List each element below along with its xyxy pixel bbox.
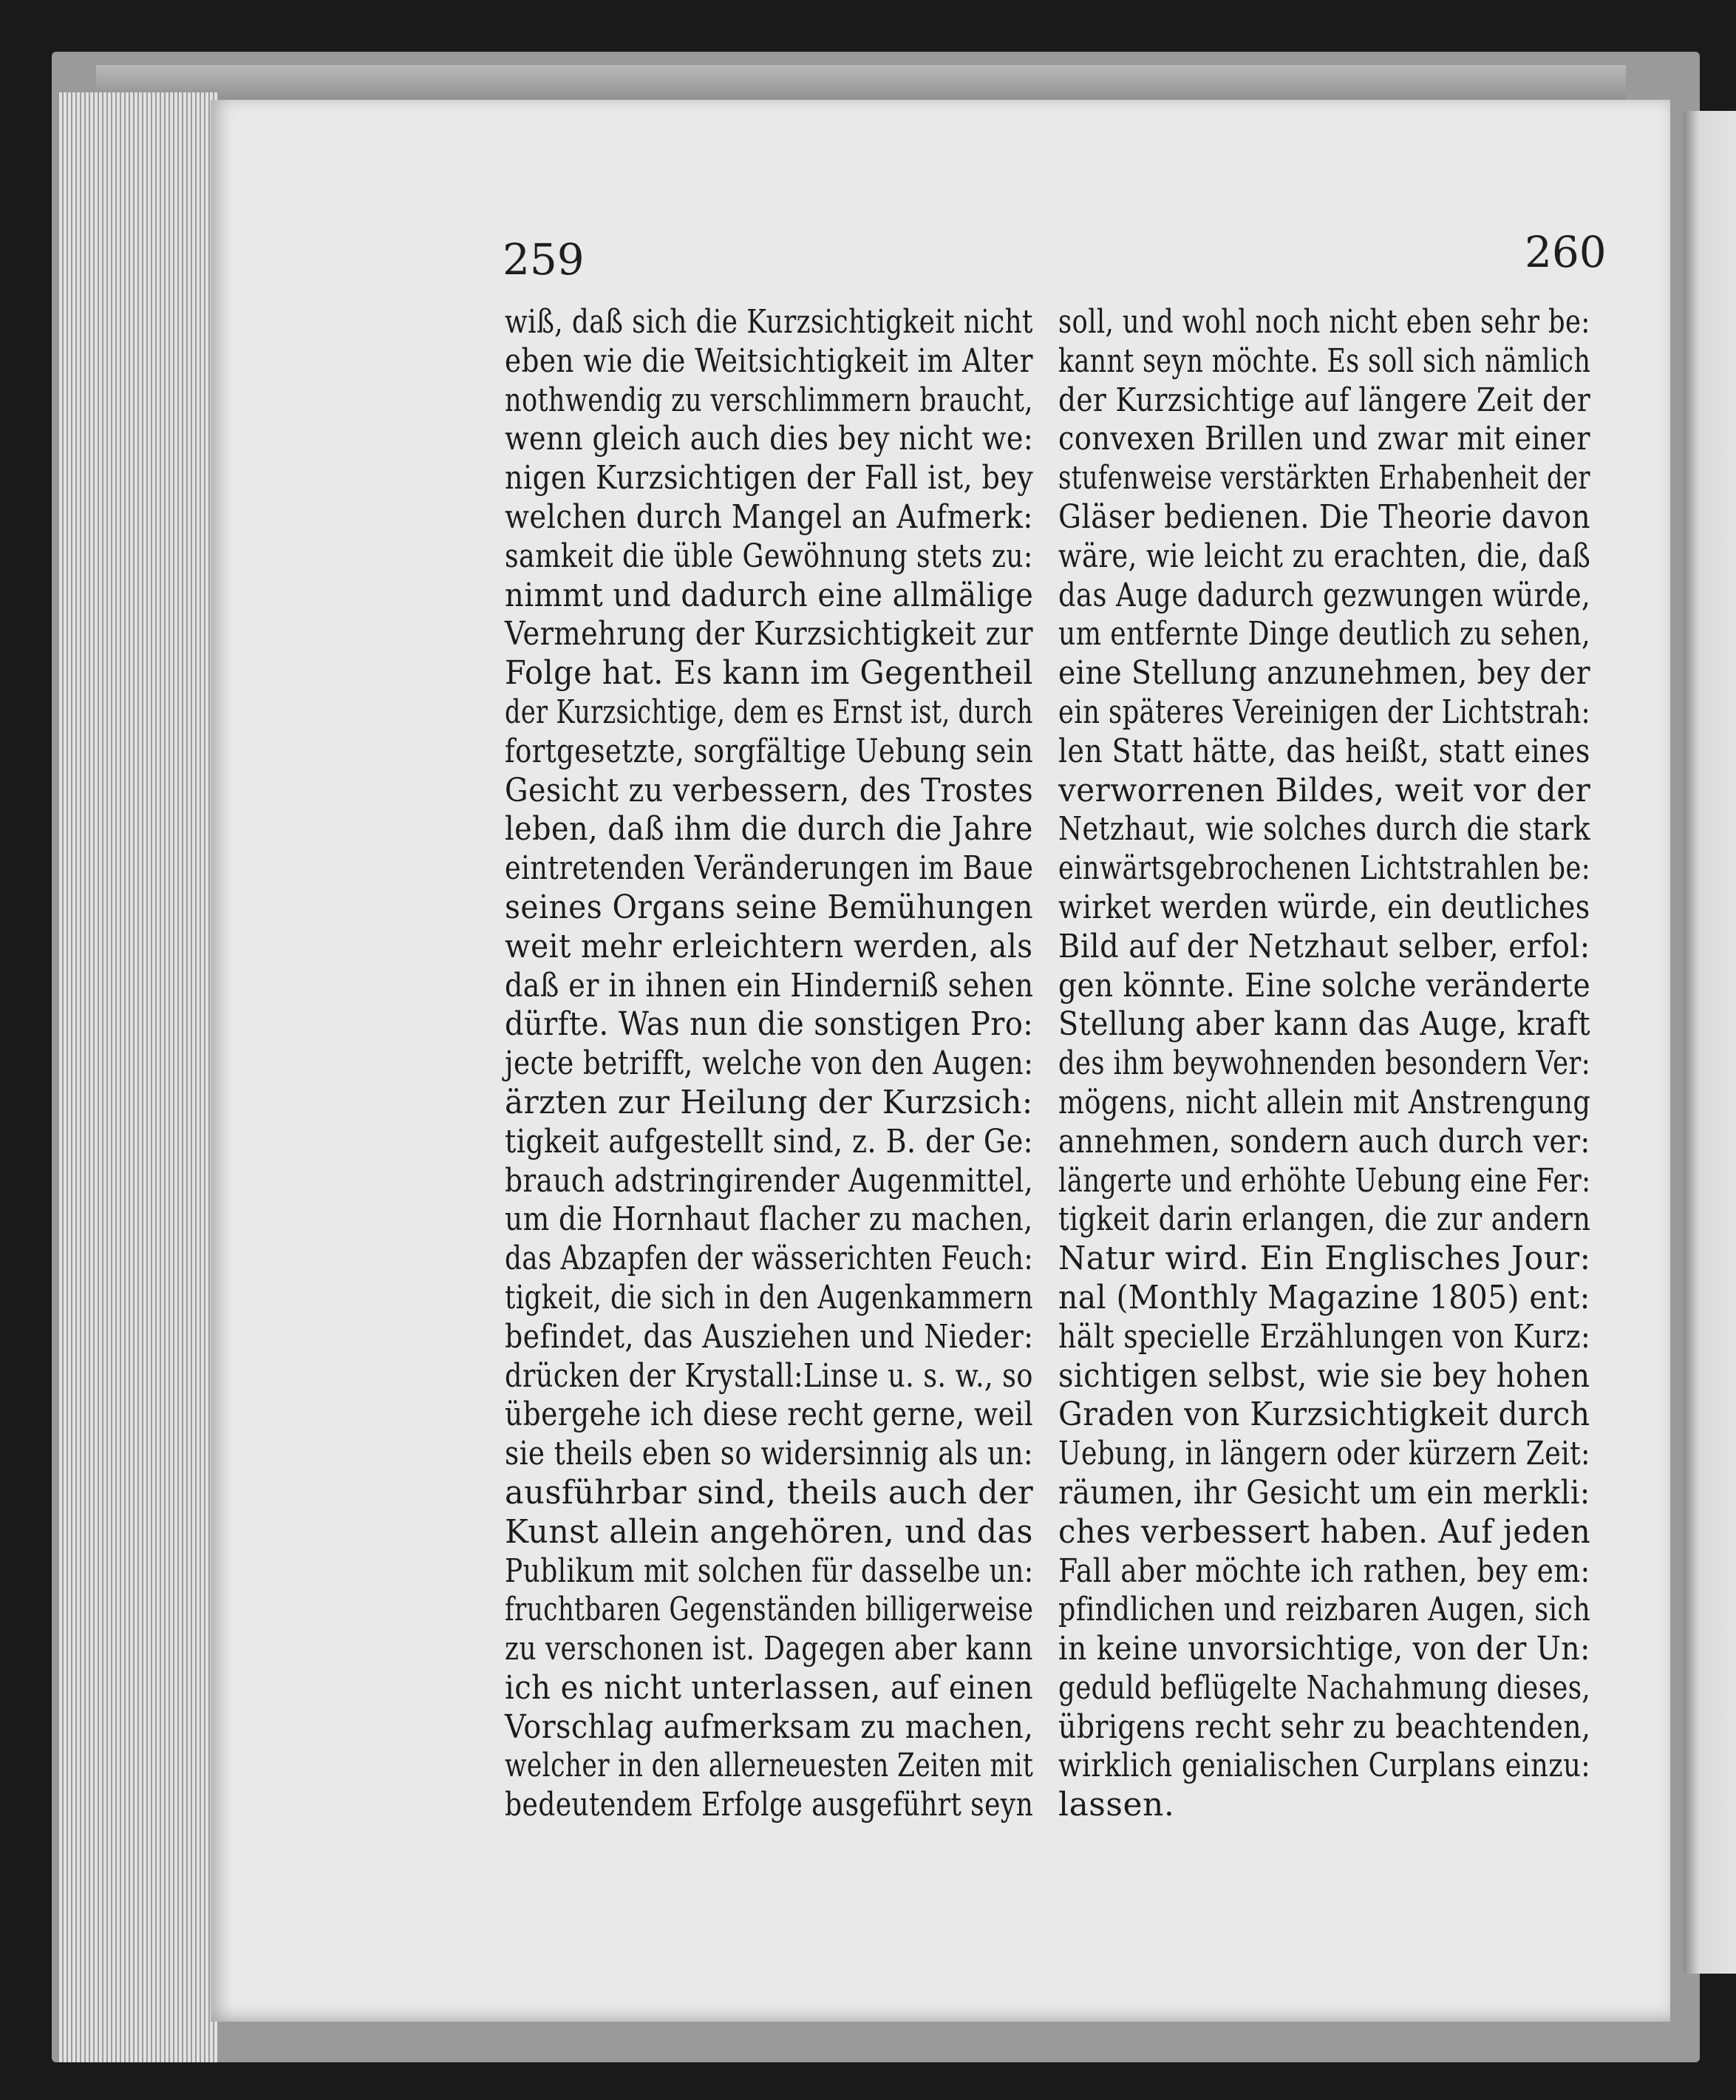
text-line: Bild auf der Netzhaut selber, erfol:: [1058, 927, 1590, 965]
text-line: hält specielle Erzählungen von Kurz:: [1058, 1317, 1591, 1356]
text-line: bedeutendem Erfolge ausgeführt seyn: [505, 1786, 1034, 1824]
text-line: ich es nicht unterlassen, auf einen: [505, 1668, 1034, 1707]
text-column-right: [1058, 303, 1590, 1825]
text-line: Gesicht zu verbessern, des Trostes: [505, 771, 1034, 809]
text-line: zu verschonen ist. Dagegen aber kann: [505, 1630, 1033, 1668]
text-line: jecte betrifft, welche von den Augen:: [505, 1044, 1034, 1083]
text-line: wirklich genialischen Curplans einzu:: [1058, 1747, 1591, 1785]
text-line: übrigens recht sehr zu beachtenden,: [1058, 1707, 1591, 1746]
text-line: wiß, daß sich die Kurzsichtigkeit nicht: [505, 303, 1033, 341]
text-line: Fall aber möchte ich rathen, bey em:: [1058, 1552, 1590, 1590]
text-line: sie theils eben so widersinnig als un:: [505, 1435, 1034, 1473]
text-line: ches verbessert haben. Auf jeden: [1058, 1512, 1591, 1551]
text-column-left: [505, 303, 1033, 1825]
page-number-right: 260: [1525, 227, 1607, 277]
text-line: tigkeit darin erlangen, die zur andern: [1058, 1200, 1591, 1239]
text-line: ausführbar sind, theils auch der: [505, 1473, 1034, 1512]
text-line: wenn gleich auch dies bey nicht we:: [505, 420, 1034, 458]
text-line: tigkeit aufgestellt sind, z. B. der Ge:: [505, 1122, 1033, 1161]
page-edges-stack: [59, 92, 218, 2062]
text-line: welcher in den allerneuesten Zeiten mit: [505, 1747, 1034, 1785]
text-line: sichtigen selbst, wie sie bey hohen: [1058, 1356, 1590, 1395]
text-line: nigen Kurzsichtigen der Fall ist, bey: [505, 459, 1034, 497]
text-line: annehmen, sondern auch durch ver:: [1058, 1122, 1590, 1161]
text-line: nothwendig zu verschlimmern braucht,: [505, 381, 1033, 419]
text-line: nimmt und dadurch eine allmälige: [505, 576, 1034, 614]
text-line: ärzten zur Heilung der Kurzsich:: [505, 1083, 1033, 1121]
text-line: pfindlichen und reizbaren Augen, sich: [1058, 1591, 1591, 1629]
text-line: das Auge dadurch gezwungen würde,: [1058, 576, 1591, 614]
text-line: mögens, nicht allein mit Anstrengung: [1058, 1083, 1591, 1121]
facing-page-edge: [1684, 111, 1736, 1974]
text-line: convexen Brillen und zwar mit einer: [1058, 420, 1590, 458]
text-line: Netzhaut, wie solches durch die stark: [1058, 810, 1590, 849]
text-line: geduld beflügelte Nachahmung dieses,: [1058, 1668, 1591, 1707]
text-line: gen könnte. Eine solche veränderte: [1058, 966, 1591, 1005]
text-line: seines Organs seine Bemühungen: [505, 888, 1034, 926]
text-line: Graden von Kurzsichtigkeit durch: [1058, 1396, 1590, 1434]
text-line: Vermehrung der Kurzsichtigkeit zur: [505, 615, 1033, 653]
text-line: fortgesetzte, sorgfältige Uebung sein: [505, 732, 1034, 770]
text-line: len Statt hätte, das heißt, statt eines: [1058, 732, 1590, 770]
text-line: verworrenen Bildes, weit vor der: [1058, 771, 1591, 809]
text-line: um entfernte Dinge deutlich zu sehen,: [1058, 615, 1591, 653]
text-line: längerte und erhöhte Uebung eine Fer:: [1058, 1161, 1591, 1200]
text-line: das Abzapfen der wässerichten Feuch:: [505, 1240, 1033, 1278]
text-line: einwärtsgebrochenen Lichtstrahlen be:: [1058, 849, 1591, 888]
text-line: soll, und wohl noch nicht eben sehr be:: [1058, 303, 1590, 341]
text-line: brauch adstringirender Augenmittel,: [505, 1161, 1034, 1200]
text-line: samkeit die üble Gewöhnung stets zu:: [505, 537, 1033, 575]
text-line: befindet, das Ausziehen und Nieder:: [505, 1317, 1034, 1356]
text-line: Folge hat. Es kann im Gegentheil: [505, 654, 1034, 693]
text-line: lassen.: [1058, 1786, 1175, 1824]
text-line: Natur wird. Ein Englisches Jour:: [1058, 1240, 1591, 1278]
text-line: eintretenden Veränderungen im Baue: [505, 849, 1034, 888]
text-line: fruchtbaren Gegenständen billigerweise: [505, 1591, 1034, 1629]
text-line: Stellung aber kann das Auge, kraft: [1058, 1005, 1591, 1044]
text-line: Kunst allein angehören, und das: [505, 1512, 1033, 1551]
text-line: nal (Monthly Magazine 1805) ent:: [1058, 1278, 1590, 1316]
text-line: daß er in ihnen ein Hinderniß sehen: [505, 966, 1034, 1005]
book-top-edge: [96, 65, 1626, 102]
text-line: welchen durch Mangel an Aufmerk:: [505, 497, 1033, 536]
text-line: stufenweise verstärkten Erhabenheit der: [1058, 459, 1590, 497]
text-line: Vorschlag aufmerksam zu machen,: [505, 1707, 1034, 1746]
text-line: eine Stellung anzunehmen, bey der: [1058, 654, 1590, 693]
text-line: wäre, wie leicht zu erachten, die, daß: [1058, 537, 1591, 575]
text-line: eben wie die Weitsichtigkeit im Alter: [505, 341, 1033, 380]
text-line: der Kurzsichtige auf längere Zeit der: [1058, 381, 1591, 419]
page-number-left: 259: [503, 234, 585, 285]
text-line: tigkeit, die sich in den Augenkammern: [505, 1278, 1034, 1316]
text-line: drücken der Krystall:Linse u. s. w., so: [505, 1356, 1033, 1395]
text-line: Uebung, in längern oder kürzern Zeit:: [1058, 1435, 1590, 1473]
text-line: des ihm beywohnenden besondern Ver:: [1058, 1044, 1591, 1083]
text-line: der Kurzsichtige, dem es Ernst ist, durch: [505, 693, 1033, 731]
text-line: in keine unvorsichtige, von der Un:: [1058, 1630, 1590, 1668]
text-line: ein späteres Vereinigen der Lichtstrah:: [1058, 693, 1591, 731]
text-line: Gläser bedienen. Die Theorie davon: [1058, 497, 1591, 536]
text-line: weit mehr erleichtern werden, als: [505, 927, 1033, 965]
text-line: um die Hornhaut flacher zu machen,: [505, 1200, 1033, 1239]
text-line: dürfte. Was nun die sonstigen Pro:: [505, 1005, 1034, 1044]
text-line: übergehe ich diese recht gerne, weil: [505, 1396, 1034, 1434]
text-line: wirket werden würde, ein deutliches: [1058, 888, 1590, 926]
text-line: kannt seyn möchte. Es soll sich nämlich: [1058, 341, 1591, 380]
text-line: leben, daß ihm die durch die Jahre: [505, 810, 1033, 849]
text-line: räumen, ihr Gesicht um ein merkli:: [1058, 1473, 1590, 1512]
text-line: Publikum mit solchen für dasselbe un:: [505, 1552, 1034, 1590]
